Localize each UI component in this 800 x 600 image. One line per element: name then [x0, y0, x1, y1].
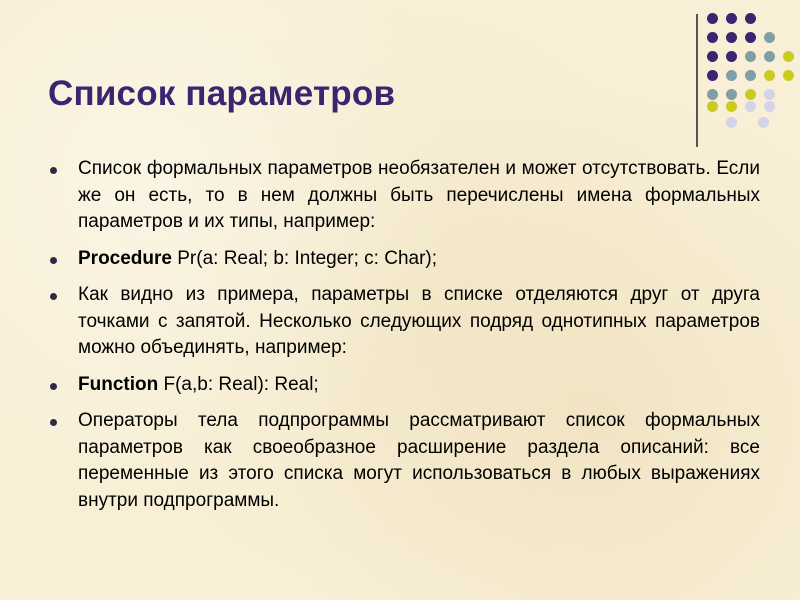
decor-dot — [758, 117, 769, 128]
decor-dot — [707, 70, 718, 81]
decor-dot — [726, 70, 737, 81]
decor-dot — [726, 89, 737, 100]
decor-dot — [764, 89, 775, 100]
bullet-marker — [50, 293, 57, 300]
bullet-text: Pr(a: Real; b: Integer; c: Char); — [171, 247, 438, 269]
bullet-item — [48, 282, 760, 362]
decor-dot — [764, 70, 775, 81]
decor-dot — [726, 13, 737, 24]
bullet-marker — [50, 257, 57, 264]
decor-dot — [764, 32, 775, 43]
bullet-text: Список формальных параметров необязателен и может отсутствовать. Если же он есть, то в нем должны быть перечислены имена формальных параметров и их типы, например: — [78, 158, 760, 232]
code-keyword: Function — [78, 373, 159, 395]
bullet-marker — [50, 419, 57, 426]
decor-dot — [745, 13, 756, 24]
decor-dot — [726, 101, 737, 112]
bullet-item — [48, 372, 760, 399]
decor-dot — [745, 101, 756, 112]
bullet-item — [48, 156, 760, 236]
decor-dot — [764, 101, 775, 112]
decor-dot — [726, 32, 737, 43]
decor-dot — [707, 101, 718, 112]
decor-dot — [783, 51, 794, 62]
bullet-marker — [50, 383, 57, 390]
bullet-item — [48, 246, 760, 273]
decor-dot — [707, 13, 718, 24]
bullet-text: Операторы тела подпрограммы рассматривают список формальных параметров как своеобразное расширение раздела описаний: все переменные из этого списка могут использоваться в любых выражениях внутри подпрограммы. — [78, 410, 760, 511]
decor-dot — [745, 32, 756, 43]
bullet-text: Как видно из примера, параметры в списке отделяются друг от друга точками с запятой. Несколько следующих подряд однотипных параметров можно объединять, например: — [78, 284, 760, 358]
decor-dot — [707, 89, 718, 100]
decor-dot — [707, 32, 718, 43]
decor-dot — [783, 70, 794, 81]
slide-title: Список параметров — [48, 74, 396, 113]
bullet-list — [48, 156, 760, 524]
decor-dot — [745, 70, 756, 81]
decor-dot — [745, 51, 756, 62]
decor-dot — [745, 89, 756, 100]
decor-dot — [726, 51, 737, 62]
title-divider-line — [696, 14, 698, 147]
decor-dot — [707, 51, 718, 62]
code-keyword: Procedure — [78, 247, 172, 269]
bullet-marker — [50, 167, 57, 174]
decor-dot — [726, 117, 737, 128]
bullet-item — [48, 408, 760, 514]
bullet-text: F(a,b: Real): Real; — [158, 373, 319, 395]
decor-dot — [764, 51, 775, 62]
